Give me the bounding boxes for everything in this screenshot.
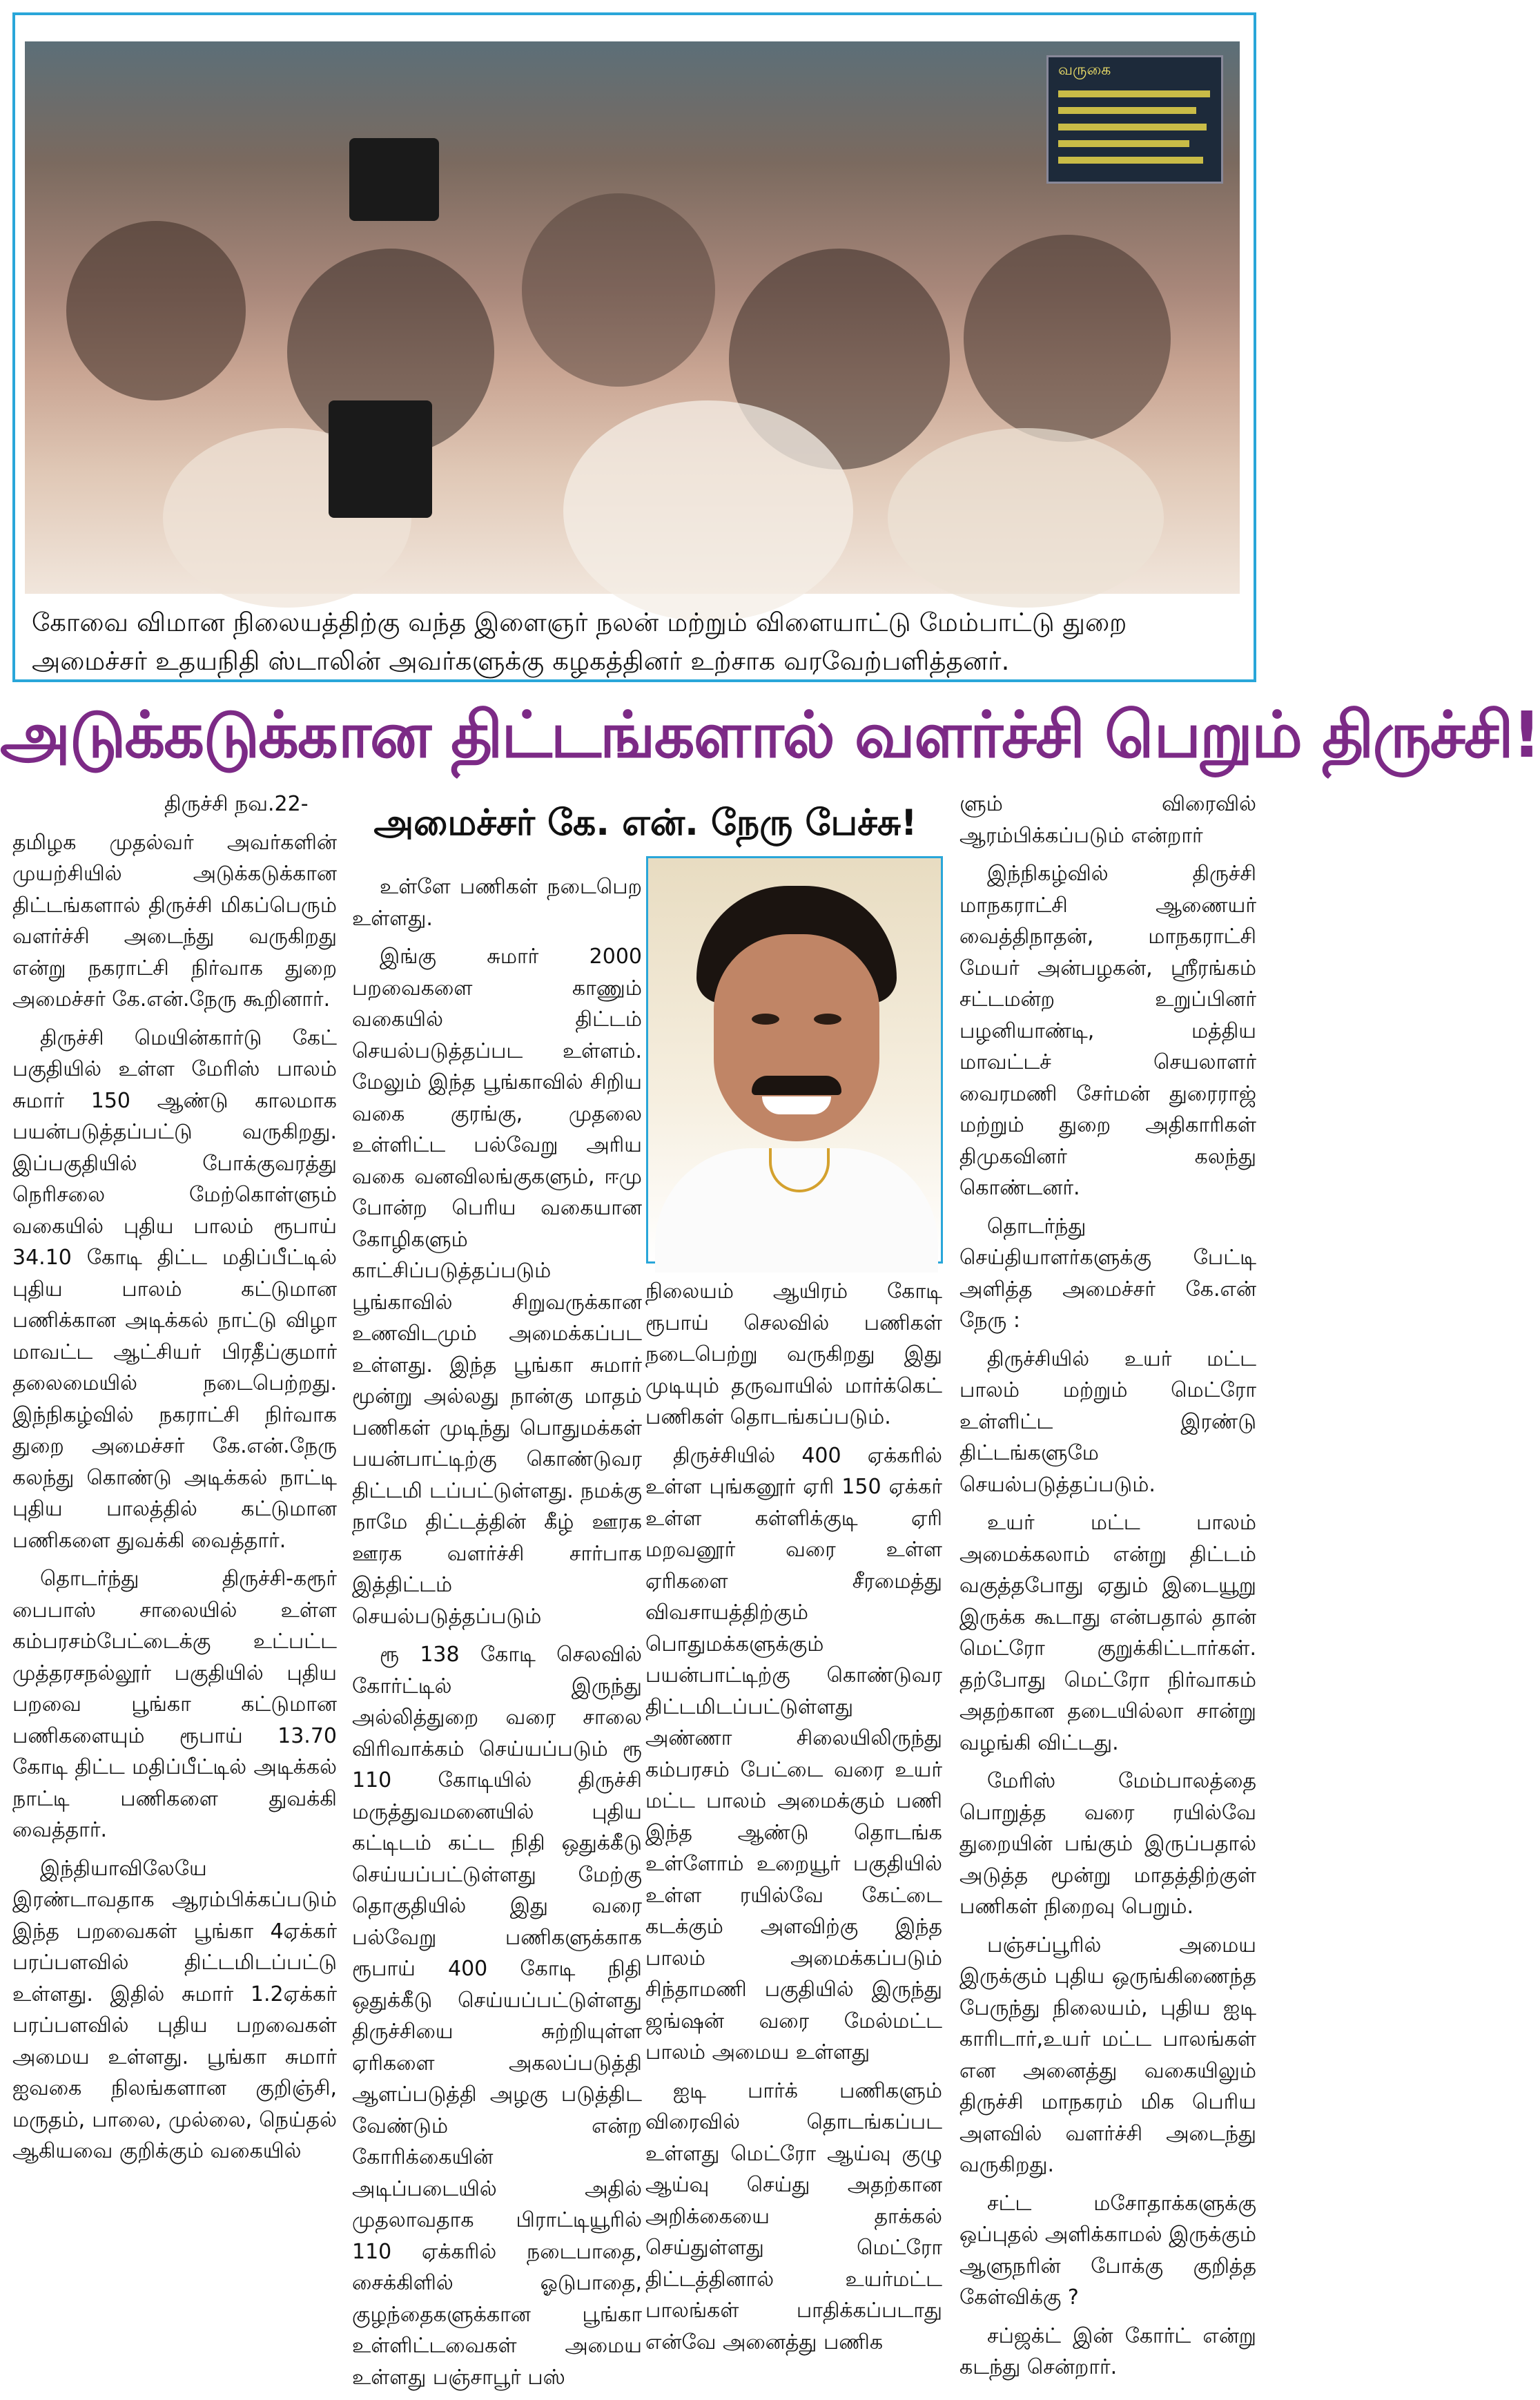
paragraph: சட்ட மசோதாக்களுக்கு ஒப்புதல் அளிக்காமல் இருக்கும் ஆளுநரின் போக்கு குறித்த கேள்விக்கு ? [959,2191,1256,2310]
airport-crowd-photo [25,41,1240,594]
camera [349,138,439,221]
paragraph: நிலையம் ஆயிரம் கோடி ரூபாய் செலவில் பணிகள் நடைபெற்று வருகிறது இது முடியும் தருவாயில் மார்க்கெட் பணிகள் தொடங்கப்படும். [645,1279,942,1429]
paragraph: பஞ்சப்பூரில் அமைய இருக்கும் புதிய ஒருங்கிணைந்த பேருந்து நிலையம், புதிய ஐடி காரிடார்,உயர் மட்ட பாலங்கள் என அனைத்து வகையிலும் திருச்சி மாநகரம் மிக பெரிய அளவில் வளர்ச்சி அடைந்து வருகிறது. [959,1933,1256,2177]
dateline: திருச்சி நவ.22- [164,792,309,816]
paragraph: தமிழக முதல்வர் அவர்களின் முயற்சியில் அடுக்கடுக்கான திட்டங்களால் திருச்சி மிகப்பெரும் வளர்ச்சி அடைந்து வருகிறது என்று நகராட்சி நிர்வாக துறை அமைச்சர் கே.என்.நேரு கூறினார். [12,830,337,1012]
paragraph: ரூ 138 கோடி செலவில் கோர்ட்டில் இருந்து அல்லித்துறை வரை சாலை விரிவாக்கம் செய்யப்படும் ரூ 110 கோடியில் திருச்சி மருத்துவமனையில் புதிய கட்டிடம் கட்ட நிதி ஒதுக்கீடு செய்யப்பட்டுள்ளது மேற்கு தொகுதியில் இது வரை பல்வேறு பணிகளுக்காக ரூபாய் 400 கோடி நிதி ஒதுக்கீடு செய்யப்பட்டுள்ளது திருச்சியை சுற்றியுள்ள ஏரிகளை அகலப்படுத்தி ஆளப்படுத்தி அழகு படுத்திட வேண்டும் என்ற கோரிக்கையின் அடிப்படையில் அதில் முதலாவதாக பிராட்டியூரில் 110 ஏக்கரில் நடைபாதை, சைக்கிளில் ஓடுபாதை, குழந்தைகளுக்கான பூங்கா உள்ளிட்டவைகள் அமைய உள்ளது பஞ்சாபூர் பஸ் [352,1643,642,2390]
photo-caption: கோவை விமான நிலையத்திற்கு வந்த இளைஞர் நலன் மற்றும் விளையாட்டு மேம்பாட்டு துறை அமைச்சர் உதயநிதி ஸ்டாலின் அவர்களுக்கு கழகத்தினர் உற்சாக வரவேற்பளித்தனர். [32,608,1127,676]
paragraph: உயர் மட்ட பாலம் அமைக்கலாம் என்று திட்டம் வகுத்தபோது ஏதும் இடையூறு இருக்க கூடாது என்பதால் தான் மெட்ரோ குறுக்கிட்டார்கள். தற்போது மெட்ரோ நிர்வாகம் அதற்கான தடையில்லா சான்று வழங்கி விட்டது. [959,1511,1256,1755]
paragraph: திருச்சியில் உயர் மட்ட பாலம் மற்றும் மெட்ரோ உள்ளிட்ட இரண்டு திட்டங்களுமே செயல்படுத்தப்படும். [959,1346,1256,1497]
paragraph: உள்ளே பணிகள் நடைபெற உள்ளது. [352,875,642,931]
camera [329,400,432,518]
article-column-2 [352,871,642,2400]
paragraph: மேரிஸ் மேம்பாலத்தை பொறுத்த வரை ரயில்வே துறையின் பங்கும் இருப்பதால் அடுத்த மூன்று மாதத்திற்குள் பணிகள் நிறைவு பெறும். [959,1769,1256,1919]
paragraph: இங்கு சுமார் 2000 பறவைகளை காணும் வகையில் திட்டம் செயல்படுத்தப்பட உள்ளம். மேலும் இந்த பூங்காவில் சிறிய வகை குரங்கு, முதலை உள்ளிட்ட பல்வேறு அரிய வகை வனவிலங்குகளும், ஈமு போன்ற பெரிய வகையான கோழிகளும் காட்சிப்படுத்தப்படும் பூங்காவில் சிறுவருக்கான உணவிடமும் அமைக்கப்பட உள்ளது. இந்த பூங்கா சுமார் மூன்று அல்லது நான்கு மாதம் பணிகள் முடிந்து பொதுமக்கள் பயன்பாட்டிற்கு கொண்டுவர திட்டமி டப்பட்டுள்ளது. நமக்கு நாமே திட்டத்தின் கீழ் ஊரக ஊரக வளர்ச்சி சார்பாக இத்திட்டம் செயல்படுத்தப்படும் [352,945,642,1629]
minister-portrait [646,856,943,1264]
photo-frame [12,12,1256,682]
paragraph: இந்நிகழ்வில் திருச்சி மாநகராட்சி ஆணையர் வைத்திநாதன், மாநகராட்சி மேயர் அன்பழகன், ஸ்ரீரங்கம் சட்டமன்ற உறுப்பினர் பழனியாண்டி, மத்திய மாவட்டச் செயலாளர் வைரமணி சேர்மன் துரைராஜ் மற்றும் துறை அதிகாரிகள் திமுகவினர் கலந்து கொண்டனர். [959,862,1256,1200]
paragraph: தொடர்ந்து திருச்சி-கரூர் பைபாஸ் சாலையில் உள்ள கம்பரசம்பேட்டைக்கு உட்பட்ட முத்தரசநல்லூர் பகுதியில் புதிய பறவை பூங்கா கட்டுமான பணிகளையும் ரூபாய் 13.70 கோடி திட்ட மதிப்பீட்டில் அடிக்கல் நாட்டி பணிகளை துவக்கி வைத்தார். [12,1567,337,1842]
article-column-3 [645,1276,942,2365]
article-column-4 [959,788,1256,2390]
paragraph: ளும் விரைவில் ஆரம்பிக்கப்படும் என்றார் [959,792,1256,848]
article-column-1 [12,788,337,2174]
paragraph: ஐடி பார்க் பணிகளும் விரைவில் தொடங்கப்பட உள்ளது மெட்ரோ ஆய்வு குழு ஆய்வு செய்து அதற்கான அறிக்கையை தாக்கல் செய்துள்ளது மெட்ரோ திட்டத்தினால் உயர்மட்ட பாலங்கள் பாதிக்கப்படாது என்வே அனைத்து பணிக [645,2078,942,2354]
headline: அடுக்கடுக்கான திட்டங்களால் வளர்ச்சி பெறும் திருச்சி! [0,698,1540,772]
subheadline: அமைச்சர் கே. என். நேரு பேச்சு! [373,802,917,844]
paragraph: சப்ஜக்ட் இன் கோர்ட் என்று கடந்து சென்றார். [959,2323,1256,2379]
paragraph: இந்தியாவிலேயே இரண்டாவதாக ஆரம்பிக்கப்படும் இந்த பறவைகள் பூங்கா 4ஏக்கர் பரப்பளவில் திட்டமிடப்பட்டு உள்ளது. இதில் சுமார் 1.2ஏக்கர் பரப்பளவில் புதிய பறவைகள் அமைய உள்ளது. பூங்கா சுமார் ஐவகை நிலங்களான குறிஞ்சி, மருதம், பாலை, முல்லை, நெய்தல் ஆகியவை குறிக்கும் வகையில் [12,1856,337,2163]
arrivals-board-title: வருகை [1058,61,1111,79]
paragraph: தொடர்ந்து செய்தியாளர்களுக்கு பேட்டி அளித்த அமைச்சர் கே.என் நேரு : [959,1214,1256,1333]
paragraph: திருச்சி மெயின்கார்டு கேட் பகுதியில் உள்ள மேரிஸ் பாலம் சுமார் 150 ஆண்டு காலமாக பயன்படுத்தப்பட்டு வருகிறது. இப்பகுதியில் போக்குவரத்து நெரிசலை மேற்கொள்ளும் வகையில் புதிய பாலம் ரூபாய் 34.10 கோடி திட்ட மதிப்பீட்டில் புதிய பாலம் கட்டுமான பணிக்கான அடிக்கல் நாட்டு விழா மாவட்ட ஆட்சியர் பிரதீப்குமார் தலைமையில் நடைபெற்றது. இந்நிகழ்வில் நகராட்சி நிர்வாக துறை அமைச்சர் கே.என்.நேரு கலந்து கொண்டு அடிக்கல் நாட்டி புதிய பாலத்தில் கட்டுமான பணிகளை துவக்கி வைத்தார். [12,1025,337,1553]
arrivals-board [1046,55,1223,184]
paragraph: திருச்சியில் 400 ஏக்கரில் உள்ள புங்கனூர் ஏரி 150 ஏக்கர் உள்ள கள்ளிக்குடி ஏரி மறவனூர் வரை உள்ள ஏரிகளை சீரமைத்து விவசாயத்திற்கும் பொதுமக்களுக்கும் பயன்பாட்டிற்கு கொண்டுவர திட்டமிடப்பட்டுள்ளது அண்ணா சிலையிலிருந்து கம்பரசம் பேட்டை வரை உயர் மட்ட பாலம் அமைக்கும் பணி இந்த ஆண்டு தொடங்க உள்ளோம் உறையூர் பகுதியில் உள்ள ரயில்வே கேட்டை கடக்கும் அளவிற்கு இந்த பாலம் அமைக்கப்படும் சிந்தாமணி பகுதியில் இருந்து ஜங்ஷன் வரை மேல்மட்ட பாலம் அமைய உள்ளது [645,1443,942,2064]
